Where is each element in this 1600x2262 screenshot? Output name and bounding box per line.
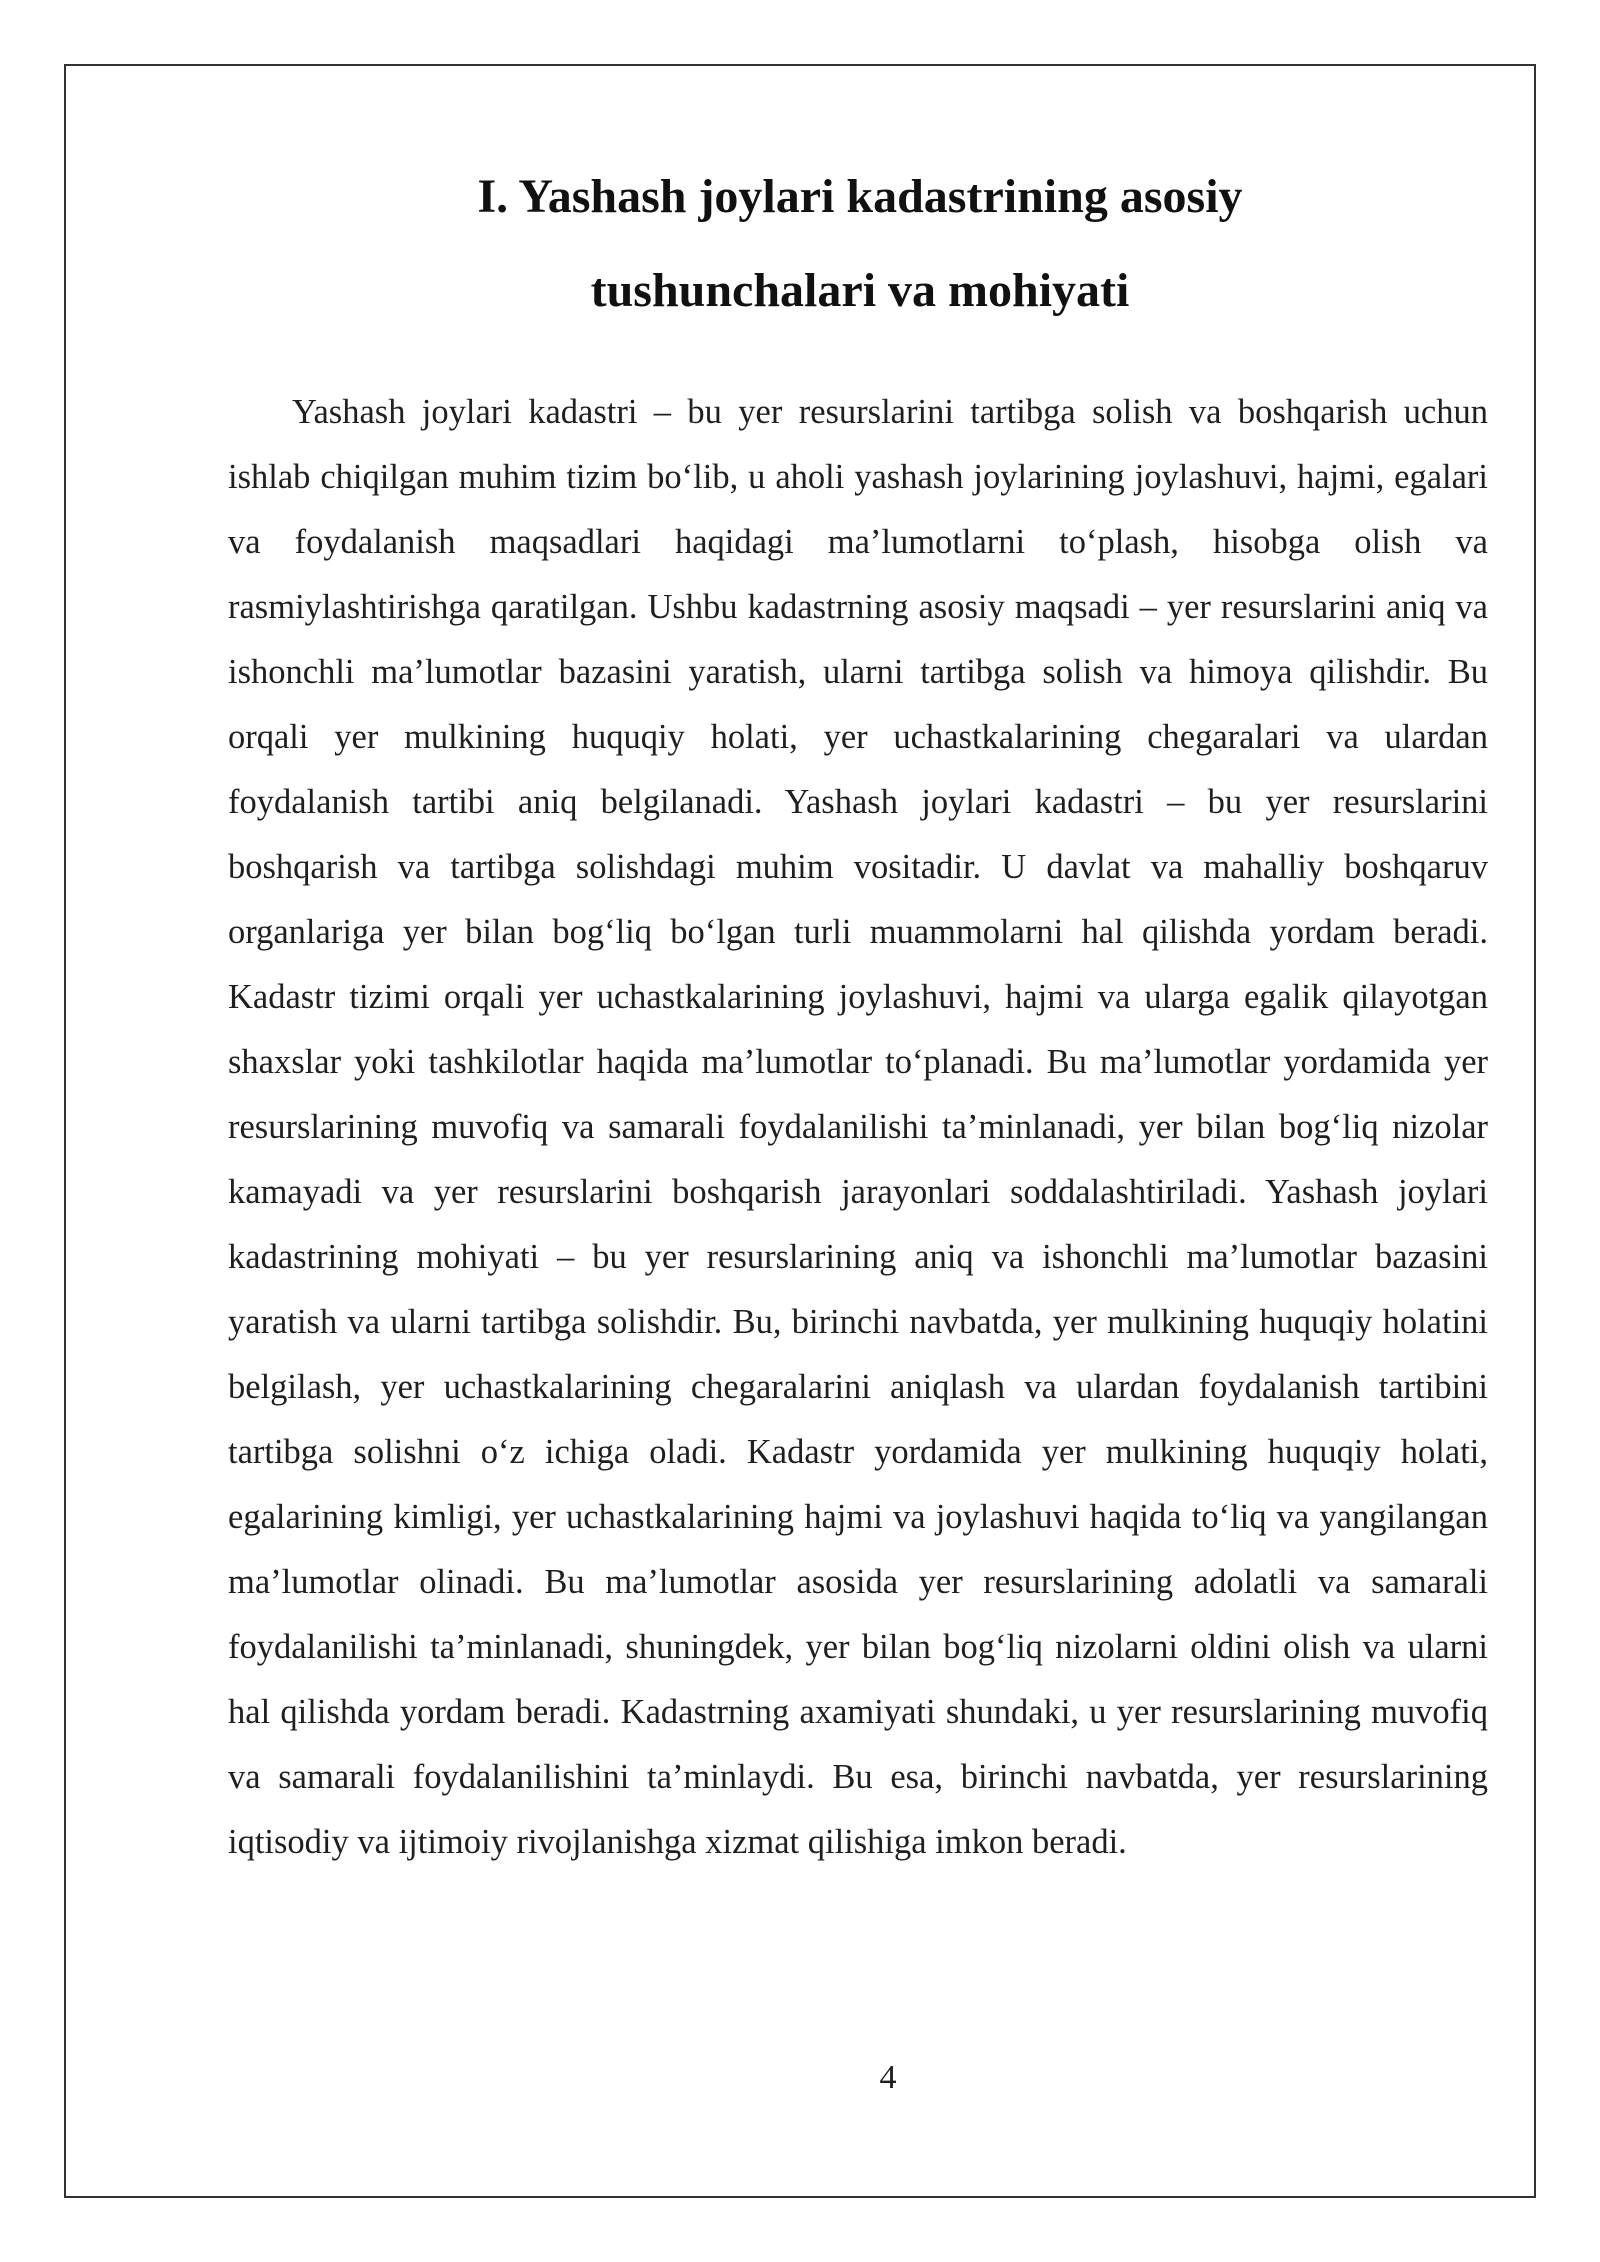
title-line-1: I. Yashash joylari kadastrining asosiy (477, 170, 1243, 223)
title-line-2: tushunchalari va mohiyati (590, 264, 1130, 317)
page-number: 4 (879, 2059, 897, 2096)
page-title (370, 150, 1350, 338)
body-paragraph: Yashash joylari kadastri – bu yer resurslarini tartibga solish va boshqarish uchun ishlab chiqilgan muhim tizim bo‘lib, u aholi yashash joylarining joylashuvi, hajmi, egalari va foydalanish maqsadlari haqidagi ma’lumotlarni to‘plash, hisobga olish va rasmiylashtirishga qaratilgan. Ushbu kadastrning asosiy maqsadi – yer resurslarini aniq va ishonchli ma’lumotlar bazasini yaratish, ularni tartibga solish va himoya qilishdir. Bu orqali yer mulkining huquqiy holati, yer uchastkalarining chegaralari va ulardan foydalanish tartibi aniq belgilanadi. Yashash joylari kadastri – bu yer resurslarini boshqarish va tartibga solishdagi muhim vositadir. U davlat va mahalliy boshqaruv organlariga yer bilan bog‘liq bo‘lgan turli muammolarni hal qilishda yordam beradi. Kadastr tizimi orqali yer uchastkalarining joylashuvi, hajmi va ularga egalik qilayotgan shaxslar yoki tashkilotlar haqida ma’lumotlar to‘planadi. Bu ma’lumotlar yordamida yer resurslarining muvofiq va samarali foydalanilishi ta’minlanadi, yer bilan bog‘liq nizolar kamayadi va yer resurslarini boshqarish jarayonlari soddalashtiriladi. Yashash joylari kadastrining mohiyati – bu yer resurslarining aniq va ishonchli ma’lumotlar bazasini yaratish va ularni tartibga solishdir. Bu, birinchi navbatda, yer mulkining huquqiy holatini belgilash, yer uchastkalarining chegaralarini aniqlash va ulardan foydalanish tartibini tartibga solishni o‘z ichiga oladi. Kadastr yordamida yer mulkining huquqiy holati, egalarining kimligi, yer uchastkalarining hajmi va joylashuvi haqida to‘liq va yangilangan ma’lumotlar olinadi. Bu ma’lumotlar asosida yer resurslarining adolatli va samarali foydalanilishi ta’minlanadi, shuningdek, yer bilan bog‘liq nizolarni oldini olish va ularni hal qilishda yordam beradi. Kadastrning axamiyati shundaki, u yer resurslarining muvofiq va samarali foydalanilishini ta’minlaydi. Bu esa, birinchi navbatda, yer resurslarining iqtisodiy va ijtimoiy rivojlanishga xizmat qilishiga imkon beradi. (228, 393, 1488, 1861)
